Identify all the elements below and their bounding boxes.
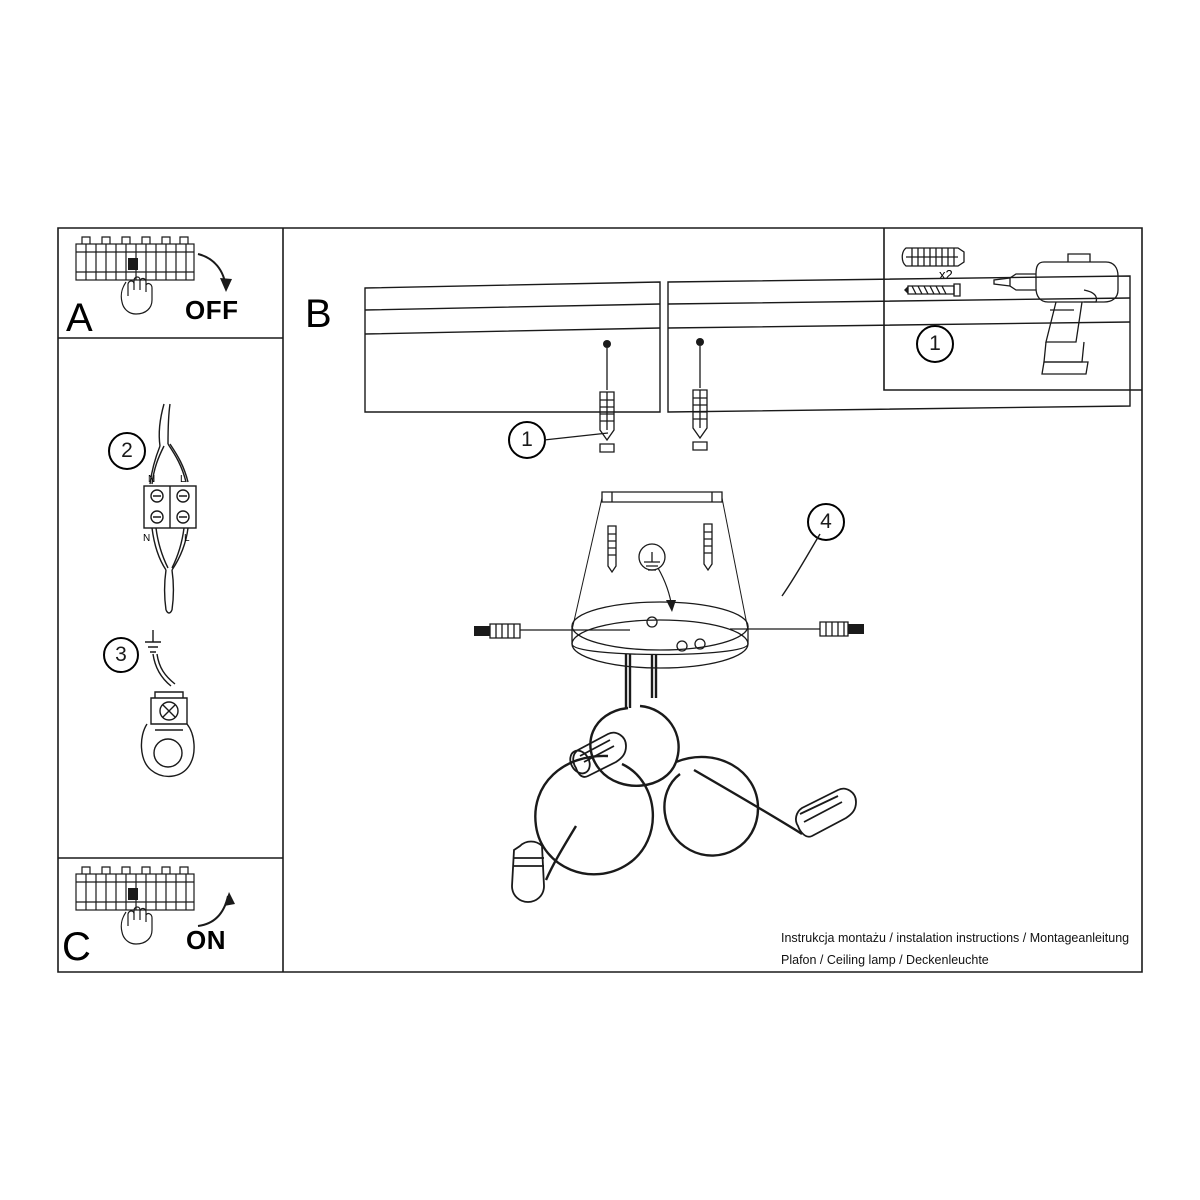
footer-caption [781,928,1141,972]
arrow-down-off-icon [192,248,240,298]
terminal-block-off-icon [70,232,270,332]
step-1-badge-center: 1 [508,421,546,459]
step-b-letter: B [305,292,332,336]
callout-1-leader-line [540,425,620,455]
step-2-badge: 2 [108,432,146,470]
step-c-state-label: ON [186,925,226,955]
footer-line-1: Instrukcja montażu / instalation instructions / Montageanleitung [781,931,1130,945]
terminal-label-n-top: N [148,474,156,485]
lamp-body-illustration [480,650,900,920]
terminal-label-n-bottom: N [143,533,151,544]
step-a-letter: A [66,296,93,340]
earth-terminal-icon [135,620,245,800]
step-c-letter: C [62,925,91,969]
callout-4-leader-line [768,530,828,610]
footer-line-2: Plafon / Ceiling lamp / Deckenleuchte [781,952,989,967]
terminal-block-on-icon [70,862,270,962]
terminal-label-l-bottom: L [184,533,190,544]
step-3-badge: 3 [103,637,139,673]
terminal-label-l-top: L [180,474,186,485]
wire-terminal-connection-diagram [138,398,248,618]
arrow-up-on-icon [192,890,240,932]
step-1-badge-parts: 1 [916,325,954,363]
step-a-state-label: OFF [185,295,239,325]
parts-quantity-label: x2 [939,267,953,282]
step-4-badge: 4 [807,503,845,541]
